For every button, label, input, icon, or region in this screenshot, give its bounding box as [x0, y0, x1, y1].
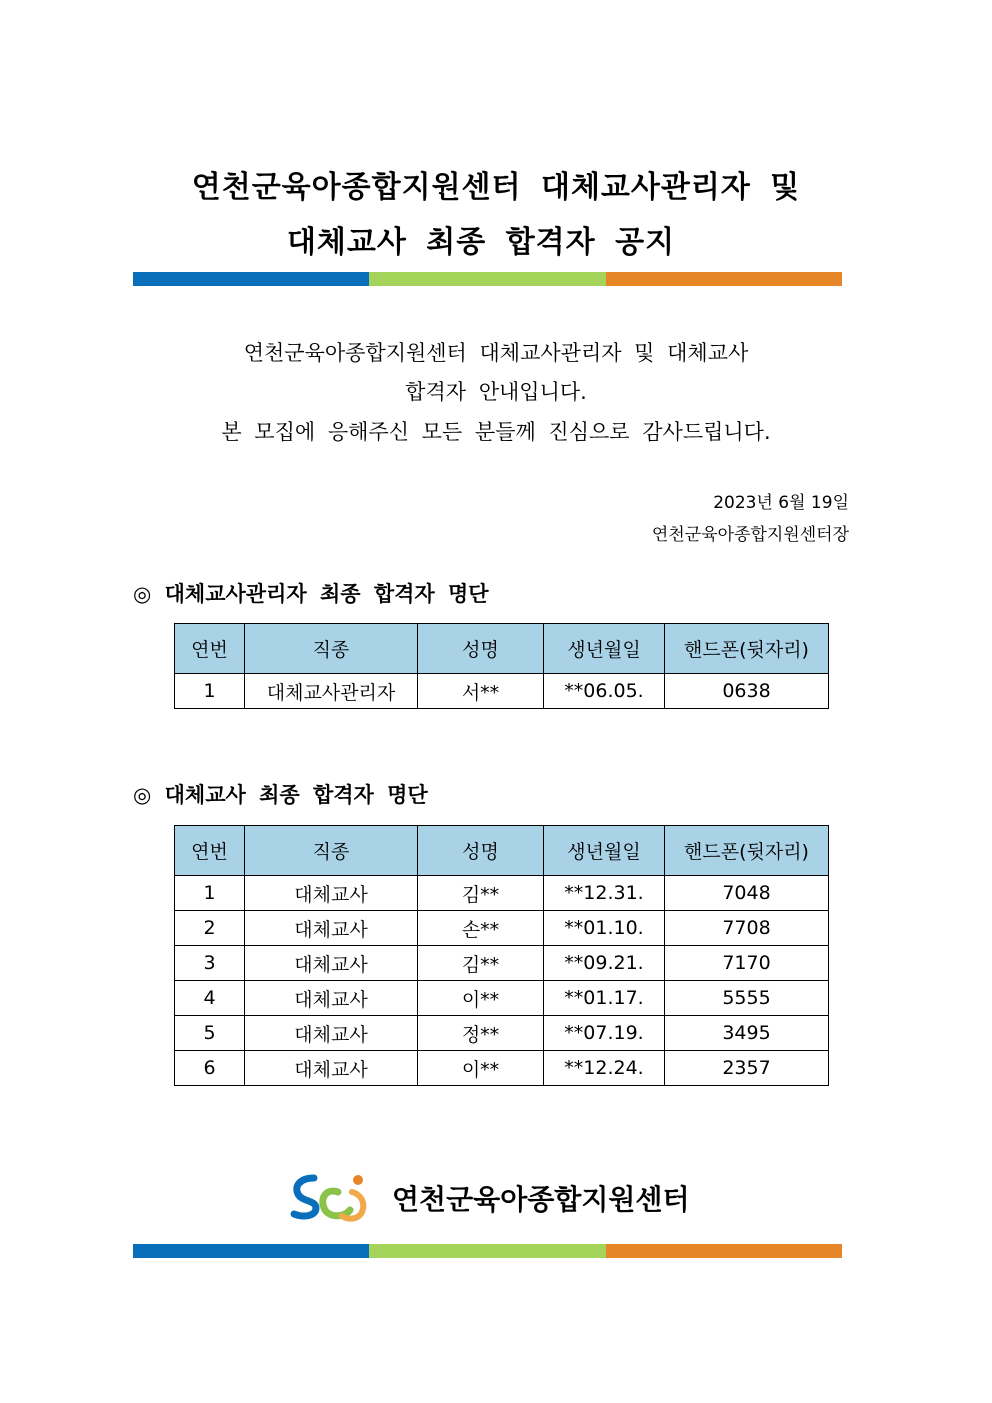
table-row: [175, 1051, 829, 1086]
col-birthdate-header: 생년월일: [544, 826, 665, 876]
col-phone-header: 핸드폰(뒷자리): [665, 826, 829, 876]
col-phone-cell: 0638: [665, 674, 829, 709]
notice-issuer: 연천군육아종합지원센터장: [651, 525, 849, 545]
col-phone-cell: 7170: [665, 946, 829, 981]
col-phone-cell: 2357: [665, 1051, 829, 1086]
col-number-cell: 3: [175, 946, 245, 981]
table-row: [175, 674, 829, 709]
col-number-cell: 4: [175, 981, 245, 1016]
col-name-cell: 정**: [418, 1016, 544, 1051]
col-name-cell: 김**: [418, 946, 544, 981]
table-header-row: [175, 624, 829, 674]
band-segment-blue: [133, 1244, 369, 1258]
page-title-line-1: 연천군육아종합지원센터 대체교사관리자 및: [191, 170, 801, 205]
col-birthdate-cell: **01.10.: [544, 911, 665, 946]
col-birthdate-header: 생년월일: [544, 624, 665, 674]
col-job-cell: 대체교사: [245, 946, 418, 981]
col-number-cell: 1: [175, 674, 245, 709]
color-band-bottom: [133, 1244, 842, 1258]
col-birthdate-cell: **07.19.: [544, 1016, 665, 1051]
col-name-cell: 김**: [418, 876, 544, 911]
col-name-cell: 이**: [418, 981, 544, 1016]
section-heading-teacher: ◎ 대체교사 최종 합격자 명단: [133, 783, 428, 807]
band-segment-blue: [133, 272, 369, 286]
col-name-cell: 손**: [418, 911, 544, 946]
col-phone-cell: 7708: [665, 911, 829, 946]
col-job-header: 직종: [245, 826, 418, 876]
col-number-cell: 2: [175, 911, 245, 946]
intro-line-1: 연천군육아종합지원센터 대체교사관리자 및 대체교사: [243, 341, 749, 365]
band-segment-orange: [606, 1244, 842, 1258]
table-row: [175, 1016, 829, 1051]
col-job-cell: 대체교사: [245, 876, 418, 911]
col-job-header: 직종: [245, 624, 418, 674]
table-header-row: [175, 826, 829, 876]
color-band-top: [133, 272, 842, 286]
table-row: [175, 946, 829, 981]
table-row: [175, 981, 829, 1016]
col-number-cell: 1: [175, 876, 245, 911]
col-birthdate-cell: **06.05.: [544, 674, 665, 709]
intro-line-2: 합격자 안내입니다.: [405, 380, 587, 404]
col-name-header: 성명: [418, 826, 544, 876]
col-name-cell: 서**: [418, 674, 544, 709]
col-birthdate-cell: **12.31.: [544, 876, 665, 911]
band-segment-green: [369, 1244, 605, 1258]
table-row: [175, 911, 829, 946]
band-segment-orange: [606, 272, 842, 286]
center-name: 연천군육아종합지원센터: [392, 1183, 690, 1216]
col-job-cell: 대체교사: [245, 1016, 418, 1051]
col-birthdate-cell: **12.24.: [544, 1051, 665, 1086]
intro-line-3: 본 모집에 응해주신 모든 분들께 진심으로 감사드립니다.: [221, 420, 771, 444]
col-phone-header: 핸드폰(뒷자리): [665, 624, 829, 674]
col-phone-cell: 7048: [665, 876, 829, 911]
col-number-cell: 6: [175, 1051, 245, 1086]
col-phone-cell: 3495: [665, 1016, 829, 1051]
col-phone-cell: 5555: [665, 981, 829, 1016]
teacher-roster-table: [174, 825, 829, 1086]
col-name-header: 성명: [418, 624, 544, 674]
center-logo: [288, 1170, 374, 1224]
col-birthdate-cell: **01.17.: [544, 981, 665, 1016]
col-number-header: 연번: [175, 826, 245, 876]
col-number-header: 연번: [175, 624, 245, 674]
col-job-cell: 대체교사: [245, 1051, 418, 1086]
section-heading-manager: ◎ 대체교사관리자 최종 합격자 명단: [133, 582, 489, 606]
col-name-cell: 이**: [418, 1051, 544, 1086]
col-job-cell: 대체교사관리자: [245, 674, 418, 709]
col-number-cell: 5: [175, 1016, 245, 1051]
band-segment-green: [369, 272, 605, 286]
manager-roster-table: [174, 623, 829, 709]
col-job-cell: 대체교사: [245, 911, 418, 946]
col-birthdate-cell: **09.21.: [544, 946, 665, 981]
table-row: [175, 876, 829, 911]
notice-date: 2023년 6월 19일: [713, 493, 849, 513]
page-title-line-2: 대체교사 최종 합격자 공지: [286, 225, 676, 260]
col-job-cell: 대체교사: [245, 981, 418, 1016]
